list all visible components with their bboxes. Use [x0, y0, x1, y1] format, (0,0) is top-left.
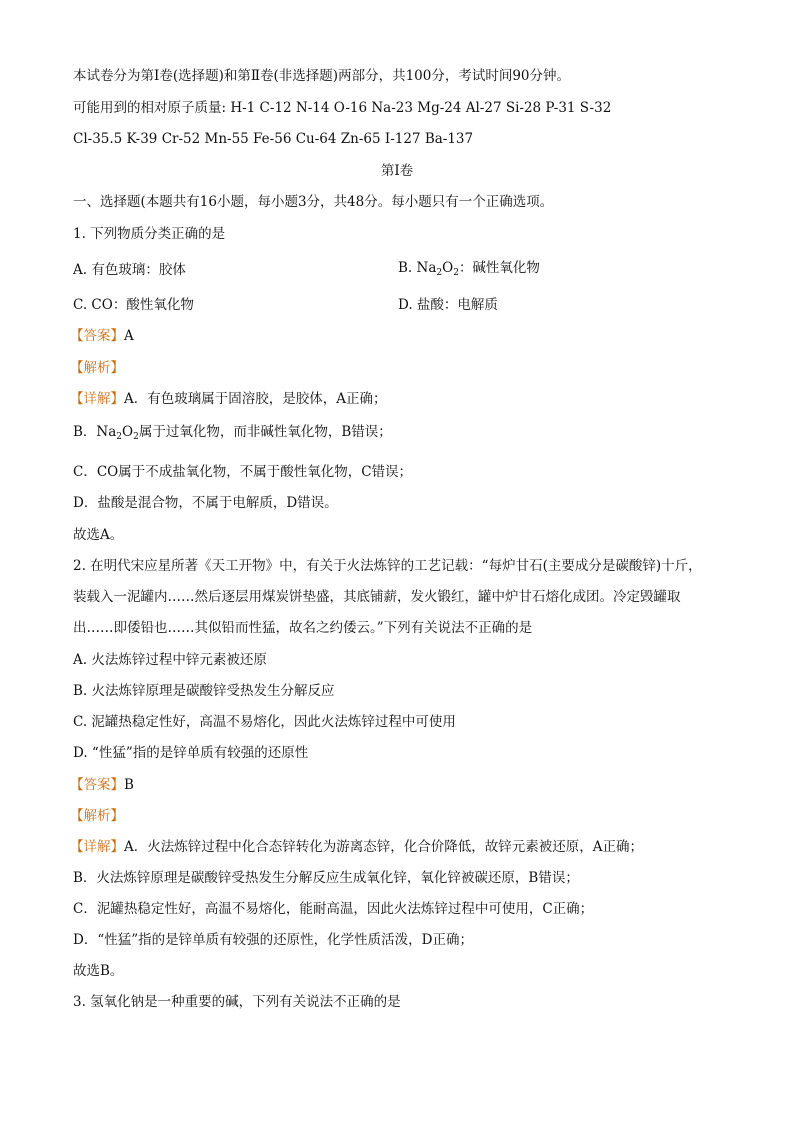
option-b-label: B.: [398, 260, 417, 276]
answer-value: B: [124, 777, 134, 793]
question-1-detail-4: D．盐酸是混合物，不属于电解质，D错误。: [73, 495, 338, 511]
question-1-stem: 1. 下列物质分类正确的是: [73, 226, 226, 242]
question-1-detail-1: 【详解】A．有色玻璃属于固溶胶，是胶体，A正确；: [70, 391, 387, 407]
question-1-option-a: A. 有色玻璃：胶体: [73, 262, 186, 278]
question-3-stem: 3. 氢氧化钠是一种重要的碱，下列有关说法不正确的是: [73, 994, 401, 1010]
question-2-option-c: C. 泥罐热稳定性好，高温不易熔化，因此火法炼锌过程中可使用: [73, 714, 456, 730]
question-1-answer: [70, 326, 134, 346]
question-1-detail-3: C．CO属于不成盐氧化物，不属于酸性氧化物，C错误；: [73, 464, 413, 480]
question-2-option-d: D. “性猛”指的是锌单质有较强的还原性: [73, 745, 309, 761]
question-2-option-b: B. 火法炼锌原理是碳酸锌受热发生分解反应: [73, 683, 335, 699]
question-1-option-c: C. CO：酸性氧化物: [73, 297, 194, 313]
question-2-answer: [70, 775, 134, 795]
question-2-conclusion: 故选B。: [73, 963, 124, 979]
detail-tag: 【详解】: [70, 839, 124, 855]
section-header: 一、选择题(本题共有16小题，每小题3分，共48分。每小题只有一个正确选项。: [73, 194, 554, 210]
answer-tag: 【答案】: [70, 328, 124, 344]
question-1-analysis-tag: 【解析】: [70, 360, 124, 376]
question-2-stem-line-2: 装载入一泥罐内……然后逐层用煤炭饼垫盛，其底铺薪，发火锻红，罐中炉甘石熔化成团。冷定毁罐取: [73, 589, 681, 605]
part-title: 第Ⅰ卷: [380, 163, 414, 179]
question-2-stem-line-1: 2. 在明代宋应星所著《天工开物》中，有关于火法炼锌的工艺记载：“每炉甘石(主要成分是碳酸锌)十斤，: [73, 558, 702, 574]
question-2-detail-1: 【详解】A．火法炼锌过程中化合态锌转化为游离态锌，化合价降低，故锌元素被还原，A正确；: [70, 839, 643, 855]
question-1-conclusion: 故选A。: [73, 527, 124, 543]
question-2-detail-3: C．泥罐热稳定性好，高温不易熔化，能耐高温，因此火法炼锌过程中可使用，C正确；: [73, 901, 594, 917]
question-1-option-d: D. 盐酸：电解质: [398, 297, 498, 313]
question-2-detail-4: D．“性猛”指的是锌单质有较强的还原性，化学性质活泼，D正确；: [73, 932, 473, 948]
atomic-masses-line-1: 可能用到的相对原子质量: H-1 C-12 N-14 O-16 Na-23 Mg-24 Al-27 Si-28 P-31 S-32: [73, 100, 612, 116]
question-2-stem-line-3: 出……即倭铅也……其似铅而性猛，故名之约倭云。”下列有关说法不正确的是: [73, 620, 533, 636]
answer-tag: 【答案】: [70, 777, 124, 793]
question-2-option-a: A. 火法炼锌过程中锌元素被还原: [73, 652, 267, 668]
atomic-masses-line-2: Cl-35.5 K-39 Cr-52 Mn-55 Fe-56 Cu-64 Zn-65 I-127 Ba-137: [73, 131, 474, 147]
intro-line: 本试卷分为第Ⅰ卷(选择题)和第Ⅱ卷(非选择题)两部分，共100分，考试时间90分钟。: [73, 68, 571, 84]
answer-value: A: [124, 328, 134, 344]
question-2-analysis-tag: 【解析】: [70, 808, 124, 824]
na2o2-formula: $Na_2O_2$: [416, 260, 459, 278]
detail-tag: 【详解】: [70, 391, 124, 407]
question-2-detail-2: B．火法炼锌原理是碳酸锌受热发生分解反应生成氧化锌，氧化锌被碳还原，B错误；: [73, 870, 579, 886]
option-b-text: ：碱性氧化物: [458, 260, 540, 276]
na2o2-formula: $Na_2O_2$: [96, 424, 139, 442]
question-1-detail-2: B．$Na_2O_2$属于过氧化物，而非碱性氧化物，B错误；: [73, 422, 392, 447]
question-1-option-b: [398, 258, 540, 283]
